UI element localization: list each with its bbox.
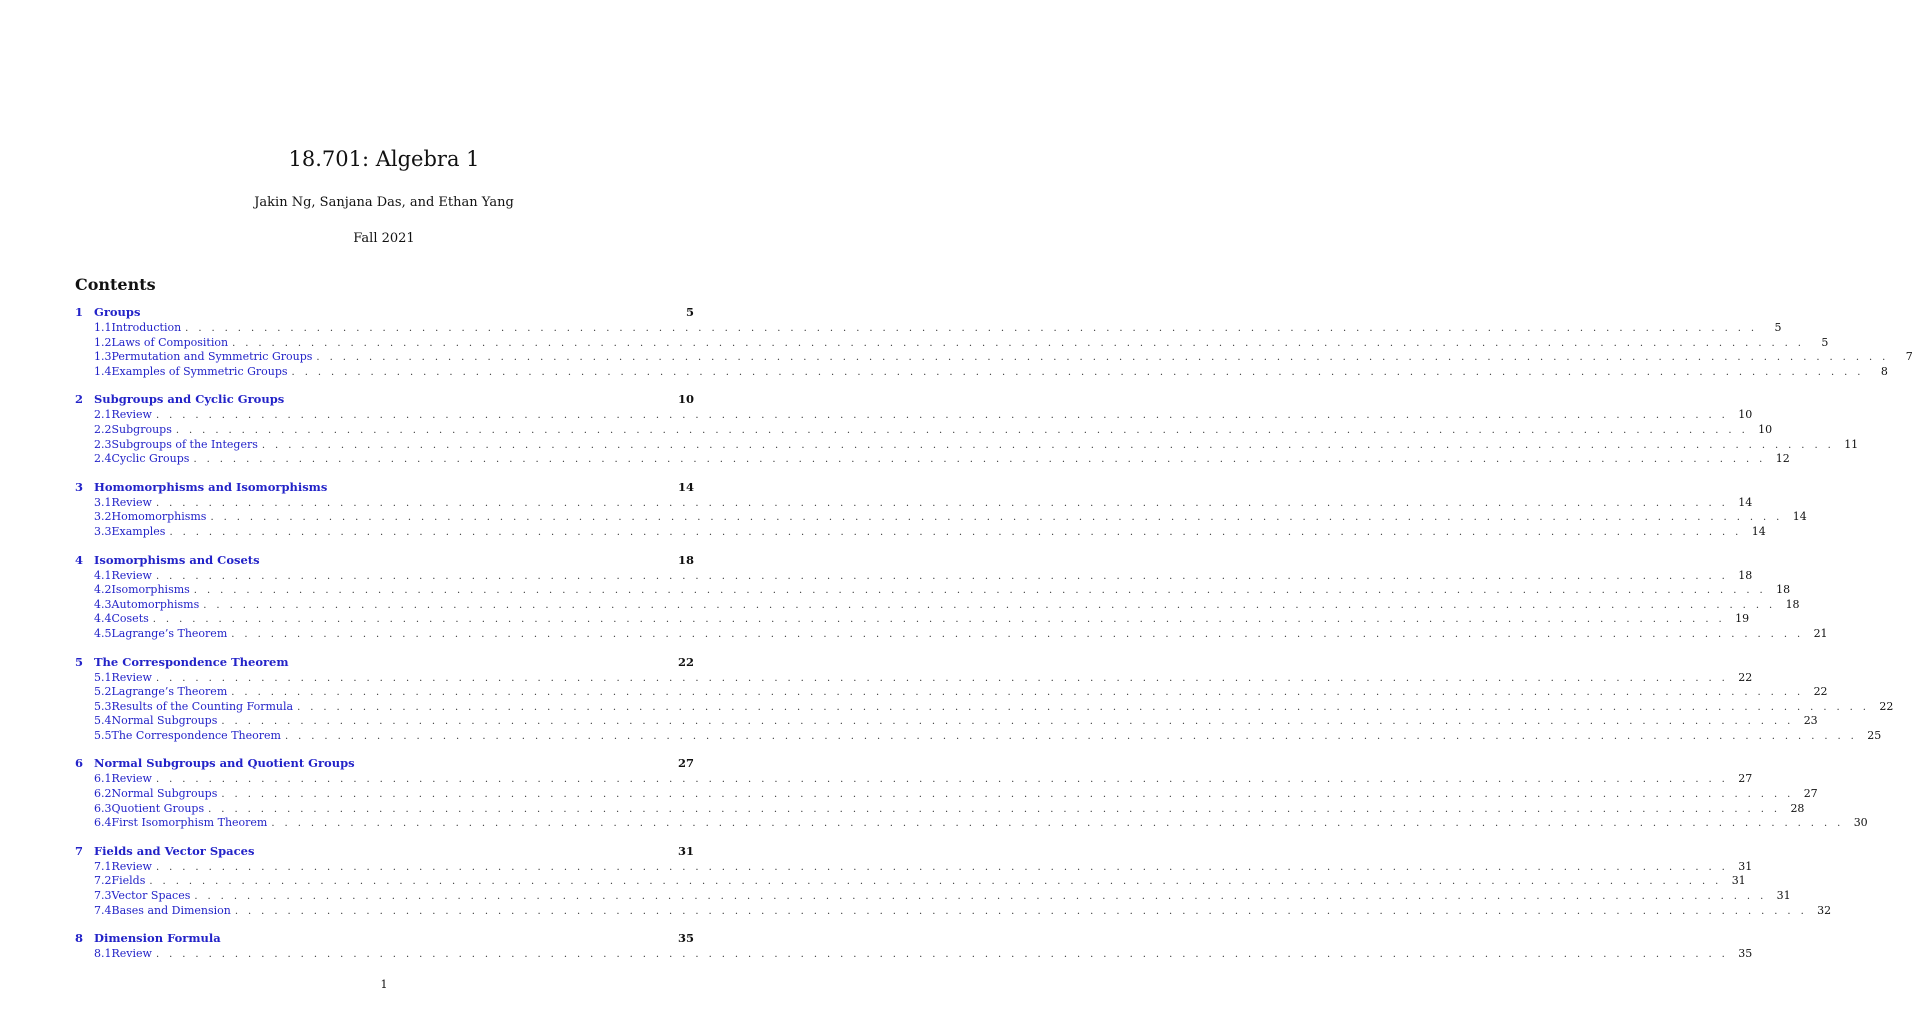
toc-subsection-entry[interactable] (75, 452, 1790, 467)
toc-section-title-link[interactable]: Subgroups and Cyclic Groups (94, 392, 285, 407)
toc-subsection-number[interactable]: 2.4 (94, 452, 112, 466)
toc-subsection-number[interactable]: 7.4 (94, 903, 112, 917)
dot-leader: . . . . . . . . . . . . . . . . . . . . . . . . . . . . . . . . . . . . . . . . . . . . . . . . . . . . . . . . . . . . . . . . . . . . . . . . . . . . . . . . . . . . . . . . . . . . . . . . . . . . . . . . . . . . . . . . . . . . . . . . (185, 323, 1758, 334)
toc-subsection-entry[interactable] (75, 670, 1753, 686)
toc-subsection-number[interactable]: 1.4 (94, 364, 112, 378)
dot-leader: . . . . . . . . . . . . . . . . . . . . . . . . . . . . . . . . . . . . . . . . . . . . . . . . . . . . . . . . . . . . . . . . . . . . . . . . . . . . . . . . . . . . . . . . . . . . . . . . . . . . . . . . . . . . . . . . . . . . . . . . (155, 774, 1729, 786)
toc-subsection-title-link[interactable]: Laws of Composition (111, 335, 229, 349)
document-authors: Jakin Ng, Sanjana Das, and Ethan Yang (254, 195, 514, 210)
toc-subsection-number[interactable]: 7.3 (94, 889, 112, 903)
toc-subsection-title-link[interactable]: Review (111, 670, 152, 684)
toc-page-number: 19 (1735, 612, 1750, 626)
toc-section-title-link[interactable]: Dimension Formula (94, 931, 221, 946)
toc-page-number: 18 (677, 552, 694, 567)
toc-section-title-link[interactable]: Homomorphisms and Isomorphisms (94, 479, 328, 494)
toc-subsection-number[interactable]: 1.1 (94, 321, 112, 334)
toc-subsection-title-link[interactable]: Automorphisms (111, 597, 200, 611)
toc-subsection-entry[interactable] (75, 787, 1818, 802)
toc-subsection-entry[interactable] (75, 510, 1807, 525)
toc-page-number: 22 (1813, 685, 1828, 699)
toc-section-number[interactable]: 7 (75, 843, 84, 858)
dot-leader: . . . . . . . . . . . . . . . . . . . . . . . . . . . . . . . . . . . . . . . . . . . . . . . . . . . . . . . . . . . . . . . . . . . . . . . . . . . . . . . . . . . . . . . . . . . . . . . . . . . . . . . . . . . . . . . . . . . . . . . . (149, 876, 1722, 888)
document-title: 18.701: Algebra 1 (288, 147, 480, 171)
toc-subsection-entry[interactable] (75, 321, 1782, 336)
toc-subsection-number[interactable]: 6.3 (94, 801, 112, 815)
toc-page-number: 22 (677, 654, 694, 669)
dot-leader: . . . . . . . . . . . . . . . . . . . . . . . . . . . . . . . . . . . . . . . . . . . . . . . . . . . . . . . . . . . . . . . . . . . . . . . . . . . . . . . . . . . . . . . . . . . . . . . . . . . . . . . . . . . . . . . . . . . . . . . . (155, 410, 1729, 422)
toc-subsection-entry[interactable] (75, 364, 1888, 380)
toc-subsection-entry[interactable] (75, 612, 1750, 627)
toc-page-number: 35 (1738, 947, 1753, 961)
toc-subsection-entry[interactable] (75, 714, 1818, 729)
toc-subsection-entry[interactable] (75, 874, 1746, 889)
dot-leader: . . . . . . . . . . . . . . . . . . . . . . . . . . . . . . . . . . . . . . . . . . . . . . . . . . . . . . . . . . . . . . . . . . . . . . . . . . . . . . . . . . . . . . . . . . . . . . . . . . . . . . . . . . . . . . . . . . . . . . . . (203, 599, 1776, 611)
toc-subsection-entry[interactable] (75, 408, 1753, 423)
toc-section (75, 479, 1807, 540)
dot-leader: . . . . . . . . . . . . . . . . . . . . . . . . . . . . . . . . . . . . . . . . . . . . . . . . . . . . . . . . . . . . . . . . . . . . . . . . . . . . . . . . . . . . . . . . . . . . . . . . . . . . . . . . . . . . . . . . . . . . . . . . (234, 905, 1808, 917)
toc-page-number: 22 (1879, 699, 1894, 713)
toc-subsection-entry[interactable] (75, 947, 1753, 962)
toc-subsection-title-link[interactable]: Review (111, 859, 152, 873)
toc-subsection-number[interactable]: 5.3 (94, 699, 112, 713)
toc-subsection-title-link[interactable]: Permutation and Symmetric Groups (111, 350, 313, 364)
toc-section-entry[interactable] (75, 843, 694, 860)
toc-section-title-link[interactable]: Fields and Vector Spaces (94, 843, 255, 858)
toc-subsection-number[interactable]: 5.4 (94, 714, 112, 728)
toc-section-number[interactable]: 2 (75, 392, 84, 407)
toc-subsection-number[interactable]: 1.2 (94, 335, 112, 349)
toc-page-number: 10 (1738, 408, 1753, 422)
toc-subsection-number[interactable]: 5.2 (94, 685, 112, 699)
toc-page-number: 5 (1821, 335, 1829, 349)
toc-section-number[interactable]: 8 (75, 931, 84, 946)
toc-section-title-link[interactable]: Groups (94, 305, 141, 319)
toc-subsection-entry[interactable] (75, 859, 1753, 875)
dot-leader: . . . . . . . . . . . . . . . . . . . . . . . . . . . . . . . . . . . . . . . . . . . . . . . . . . . . . . . . . . . . . . . . . . . . . . . . . . . . . . . . . . . . . . . . . . . . . . . . . . . . . . . . . . . . . . . . . . . . . . . . (155, 949, 1729, 961)
toc-subsection-number[interactable]: 5.1 (94, 670, 112, 684)
toc-subsection-entry[interactable] (75, 437, 1859, 453)
toc-page-number: 5 (1774, 321, 1782, 334)
dot-leader: . . . . . . . . . . . . . . . . . . . . . . . . . . . . . . . . . . . . . . . . . . . . . . . . . . . . . . . . . . . . . . . . . . . . . . . . . . . . . . . . . . . . . . . . . . . . . . . . . . . . . . . . . . . . . . . . . . . . . . . . (231, 628, 1804, 640)
dot-leader: . . . . . . . . . . . . . . . . . . . . . . . . . . . . . . . . . . . . . . . . . . . . . . . . . . . . . . . . . . . . . . . . . . . . . . . . . . . . . . . . . . . . . . . . . . . . . . . . . . . . . . . . . . . . . . . . . . . . . . . . (231, 687, 1804, 699)
toc-page-number: 18 (1738, 568, 1753, 582)
toc-section (75, 391, 1859, 466)
toc-page-number: 23 (1803, 714, 1818, 728)
dot-leader: . . . . . . . . . . . . . . . . . . . . . . . . . . . . . . . . . . . . . . . . . . . . . . . . . . . . . . . . . . . . . . . . . . . . . . . . . . . . . . . . . . . . . . . . . . . . . . . . . . . . . . . . . . . . . . . . . . . . . . . . (169, 526, 1742, 538)
dot-leader: . . . . . . . . . . . . . . . . . . . . . . . . . . . . . . . . . . . . . . . . . . . . . . . . . . . . . . . . . . . . . . . . . . . . . . . . . . . . . . . . . . . . . . . . . . . . . . . . . . . . . . . . . . . . . . . . . . . . . . . . (193, 585, 1767, 597)
toc-subsection-number[interactable]: 7.1 (94, 859, 112, 873)
toc-page-number: 12 (1775, 452, 1790, 466)
toc-subsection-title-link[interactable]: Homomorphisms (111, 510, 207, 524)
toc-subsection-entry[interactable] (75, 889, 1791, 904)
toc-page-number: 28 (1790, 801, 1805, 815)
toc-page-number: 27 (677, 756, 694, 771)
toc-subsection-entry[interactable] (75, 801, 1805, 817)
toc-subsection-entry[interactable] (75, 728, 1882, 744)
toc-subsection-number[interactable]: 4.3 (94, 597, 112, 611)
toc-subsection-title-link[interactable]: Vector Spaces (111, 889, 191, 903)
dot-leader: . . . . . . . . . . . . . . . . . . . . . . . . . . . . . . . . . . . . . . . . . . . . . . . . . . . . . . . . . . . . . . . . . . . . . . . . . . . . . . . . . . . . . . . . . . . . . . . . . . . . . . . . . . . . . . . . . . . . . . . . (271, 818, 1844, 830)
dot-leader: . . . . . . . . . . . . . . . . . . . . . . . . . . . . . . . . . . . . . . . . . . . . . . . . . . . . . . . . . . . . . . . . . . . . . . . . . . . . . . . . . . . . . . . . . . . . . . . . . . . . . . . . . . . . . . . . . . . . . . . . (291, 366, 1864, 378)
toc-subsection-number[interactable]: 4.2 (94, 583, 112, 597)
toc-section-title-link[interactable]: The Correspondence Theorem (94, 654, 289, 669)
toc-subsection-entry[interactable] (75, 816, 1868, 831)
toc-subsection-title-link[interactable]: Bases and Dimension (111, 903, 231, 917)
toc-subsection-title-link[interactable]: Cosets (111, 612, 149, 626)
toc-subsection-title-link[interactable]: Fields (111, 874, 146, 888)
dot-leader: . . . . . . . . . . . . . . . . . . . . . . . . . . . . . . . . . . . . . . . . . . . . . . . . . . . . . . . . . . . . . . . . . . . . . . . . . . . . . . . . . . . . . . . . . . . . . . . . . . . . . . . . . . . . . . . . . . . . . . . . (193, 454, 1766, 466)
toc-subsection-number[interactable]: 4.1 (94, 568, 112, 582)
page-number: 1 (380, 978, 388, 991)
toc-page-number: 21 (1813, 626, 1828, 640)
toc-subsection-number[interactable]: 6.2 (94, 787, 112, 801)
toc-subsection-number[interactable]: 4.5 (94, 626, 112, 640)
dot-leader: . . . . . . . . . . . . . . . . . . . . . . . . . . . . . . . . . . . . . . . . . . . . . . . . . . . . . . . . . . . . . . . . . . . . . . . . . . . . . . . . . . . . . . . . . . . . . . . . . . . . . . . . . . . . . . . . . . . . . . . . (194, 891, 1767, 903)
dot-leader: . . . . . . . . . . . . . . . . . . . . . . . . . . . . . . . . . . . . . . . . . . . . . . . . . . . . . . . . . . . . . . . . . . . . . . . . . . . . . . . . . . . . . . . . . . . . . . . . . . . . . . . . . . . . . . . . . . . . . . . . (155, 672, 1729, 684)
toc-subsection-number[interactable]: 8.1 (94, 947, 112, 961)
toc-page-number: 7 (1905, 350, 1913, 364)
toc-section (75, 552, 1828, 642)
toc-subsection-title-link[interactable]: Examples of Symmetric Groups (111, 364, 288, 378)
toc-subsection-number[interactable]: 4.4 (94, 612, 112, 626)
toc-page-number: 32 (1817, 903, 1832, 917)
toc-subsection-title-link[interactable]: The Correspondence Theorem (111, 728, 281, 742)
toc-section-number[interactable]: 3 (75, 479, 84, 494)
toc-section (75, 843, 1832, 918)
toc-subsection-title-link[interactable]: Quotient Groups (111, 801, 205, 815)
toc-section-title-link[interactable]: Isomorphisms and Cosets (94, 552, 260, 567)
toc-subsection-number[interactable]: 2.1 (94, 408, 112, 422)
toc-subsection-title-link[interactable]: Review (111, 408, 152, 422)
toc-page-number: 5 (685, 305, 694, 319)
toc-section-title-link[interactable]: Normal Subgroups and Quotient Groups (94, 756, 355, 771)
document-date: Fall 2021 (353, 231, 415, 246)
toc-page-number: 31 (677, 843, 694, 858)
toc-subsection-number[interactable]: 1.3 (94, 350, 112, 364)
toc-page-number: 10 (677, 392, 694, 407)
toc-subsection-entry[interactable] (75, 626, 1828, 642)
table-of-contents (75, 304, 1913, 974)
toc-page-number: 25 (1867, 728, 1882, 742)
toc-section-entry[interactable] (75, 755, 694, 772)
toc-subsection-title-link[interactable]: First Isomorphism Theorem (111, 816, 268, 830)
toc-subsection-entry[interactable] (75, 699, 1894, 715)
toc-page-number: 35 (677, 931, 694, 946)
toc-page-number: 14 (1792, 510, 1807, 524)
toc-section-number[interactable]: 6 (75, 756, 84, 771)
toc-subsection-number[interactable]: 3.1 (94, 495, 112, 509)
dot-leader: . . . . . . . . . . . . . . . . . . . . . . . . . . . . . . . . . . . . . . . . . . . . . . . . . . . . . . . . . . . . . . . . . . . . . . . . . . . . . . . . . . . . . . . . . . . . . . . . . . . . . . . . . . . . . . . . . . . . . . . . (284, 730, 1858, 742)
toc-subsection-number[interactable]: 2.3 (94, 437, 112, 451)
toc-page-number: 14 (677, 479, 694, 494)
toc-section-entry[interactable] (75, 552, 694, 569)
toc-subsection-number[interactable]: 6.4 (94, 816, 112, 830)
toc-page-number: 8 (1880, 364, 1888, 378)
toc-subsection-number[interactable]: 5.5 (94, 728, 112, 742)
toc-page-number: 11 (1844, 437, 1859, 451)
toc-subsection-entry[interactable] (75, 524, 1766, 540)
toc-subsection-title-link[interactable]: Results of the Counting Formula (111, 699, 294, 713)
toc-subsection-number[interactable]: 6.1 (94, 772, 112, 786)
dot-leader: . . . . . . . . . . . . . . . . . . . . . . . . . . . . . . . . . . . . . . . . . . . . . . . . . . . . . . . . . . . . . . . . . . . . . . . . . . . . . . . . . . . . . . . . . . . . . . . . . . . . . . . . . . . . . . . . . . . . . . . . (221, 716, 1794, 728)
toc-subsection-title-link[interactable]: Review (111, 947, 152, 961)
toc-subsection-number[interactable]: 3.2 (94, 510, 112, 524)
toc-subsection-title-link[interactable]: Normal Subgroups (111, 714, 218, 728)
toc-subsection-title-link[interactable]: Lagrange’s Theorem (111, 626, 228, 640)
toc-subsection-title-link[interactable]: Lagrange’s Theorem (111, 685, 228, 699)
dot-leader: . . . . . . . . . . . . . . . . . . . . . . . . . . . . . . . . . . . . . . . . . . . . . . . . . . . . . . . . . . . . . . . . . . . . . . . . . . . . . . . . . . . . . . . . . . . . . . . . . . . . . . . . . . . . . . . . . . . . . . . . (210, 512, 1783, 524)
toc-subsection-title-link[interactable]: Examples (111, 524, 166, 538)
toc-subsection-number[interactable]: 7.2 (94, 874, 112, 888)
toc-page-number: 14 (1751, 524, 1766, 538)
toc-subsection-entry[interactable] (75, 568, 1753, 584)
toc-subsection-number[interactable]: 2.2 (94, 422, 112, 436)
toc-subsection-entry[interactable] (75, 583, 1791, 598)
toc-subsection-entry[interactable] (75, 685, 1828, 700)
dot-leader: . . . . . . . . . . . . . . . . . . . . . . . . . . . . . . . . . . . . . . . . . . . . . . . . . . . . . . . . . . . . . . . . . . . . . . . . . . . . . . . . . . . . . . . . . . . . . . . . . . . . . . . . . . . . . . . . . . . . . . . . (152, 614, 1726, 626)
toc-section-number[interactable]: 4 (75, 552, 84, 567)
toc-subsection-title-link[interactable]: Subgroups (111, 422, 172, 436)
toc-subsection-entry[interactable] (75, 597, 1800, 613)
toc-page-number: 14 (1738, 495, 1753, 509)
toc-subsection-title-link[interactable]: Isomorphisms (111, 583, 190, 597)
toc-subsection-entry[interactable] (75, 350, 1913, 365)
toc-section-entry[interactable] (75, 479, 694, 496)
toc-page-number: 31 (1731, 874, 1746, 888)
dot-leader: . . . . . . . . . . . . . . . . . . . . . . . . . . . . . . . . . . . . . . . . . . . . . . . . . . . . . . . . . . . . . . . . . . . . . . . . . . . . . . . . . . . . . . . . . . . . . . . . . . . . . . . . . . . . . . . . . . . . . . . . (155, 570, 1729, 582)
toc-page-number: 10 (1758, 422, 1773, 436)
toc-section-entry[interactable] (75, 930, 694, 947)
toc-subsection-entry[interactable] (75, 335, 1829, 351)
dot-leader: . . . . . . . . . . . . . . . . . . . . . . . . . . . . . . . . . . . . . . . . . . . . . . . . . . . . . . . . . . . . . . . . . . . . . . . . . . . . . . . . . . . . . . . . . . . . . . . . . . . . . . . . . . . . . . . . . . . . . . . . (221, 789, 1794, 801)
toc-page-number: 27 (1738, 772, 1753, 786)
toc-page-number: 27 (1803, 787, 1818, 801)
toc-page-number: 18 (1785, 597, 1800, 611)
toc-subsection-entry[interactable] (75, 495, 1753, 511)
toc-section-number[interactable]: 5 (75, 654, 84, 669)
toc-subsection-title-link[interactable]: Introduction (111, 321, 182, 334)
toc-section (75, 304, 1913, 379)
toc-subsection-title-link[interactable]: Review (111, 495, 152, 509)
dot-leader: . . . . . . . . . . . . . . . . . . . . . . . . . . . . . . . . . . . . . . . . . . . . . . . . . . . . . . . . . . . . . . . . . . . . . . . . . . . . . . . . . . . . . . . . . . . . . . . . . . . . . . . . . . . . . . . . . . . . . . . . (316, 352, 1889, 364)
toc-subsection-number[interactable]: 3.3 (94, 524, 112, 538)
toc-subsection-entry[interactable] (75, 903, 1832, 919)
toc-section (75, 755, 1868, 830)
dot-leader: . . . . . . . . . . . . . . . . . . . . . . . . . . . . . . . . . . . . . . . . . . . . . . . . . . . . . . . . . . . . . . . . . . . . . . . . . . . . . . . . . . . . . . . . . . . . . . . . . . . . . . . . . . . . . . . . . . . . . . . . (208, 803, 1781, 815)
dot-leader: . . . . . . . . . . . . . . . . . . . . . . . . . . . . . . . . . . . . . . . . . . . . . . . . . . . . . . . . . . . . . . . . . . . . . . . . . . . . . . . . . . . . . . . . . . . . . . . . . . . . . . . . . . . . . . . . . . . . . . . . (155, 861, 1729, 873)
toc-subsection-entry[interactable] (75, 772, 1753, 787)
toc-subsection-title-link[interactable]: Normal Subgroups (111, 787, 218, 801)
dot-leader: . . . . . . . . . . . . . . . . . . . . . . . . . . . . . . . . . . . . . . . . . . . . . . . . . . . . . . . . . . . . . . . . . . . . . . . . . . . . . . . . . . . . . . . . . . . . . . . . . . . . . . . . . . . . . . . . . . . . . . . . (175, 424, 1749, 436)
toc-page-number: 30 (1853, 816, 1868, 830)
toc-subsection-title-link[interactable]: Subgroups of the Integers (111, 437, 258, 451)
toc-page-number: 31 (1776, 889, 1791, 903)
toc-page-number: 18 (1776, 583, 1791, 597)
toc-section (75, 930, 1753, 962)
toc-section (75, 654, 1894, 744)
dot-leader: . . . . . . . . . . . . . . . . . . . . . . . . . . . . . . . . . . . . . . . . . . . . . . . . . . . . . . . . . . . . . . . . . . . . . . . . . . . . . . . . . . . . . . . . . . . . . . . . . . . . . . . . . . . . . . . . . . . . . . . . (297, 701, 1870, 713)
toc-subsection-entry[interactable] (75, 422, 1773, 438)
toc-section-number[interactable]: 1 (75, 305, 84, 319)
dot-leader: . . . . . . . . . . . . . . . . . . . . . . . . . . . . . . . . . . . . . . . . . . . . . . . . . . . . . . . . . . . . . . . . . . . . . . . . . . . . . . . . . . . . . . . . . . . . . . . . . . . . . . . . . . . . . . . . . . . . . . . . (155, 497, 1729, 509)
toc-subsection-title-link[interactable]: Review (111, 568, 152, 582)
contents-heading: Contents (75, 275, 156, 294)
toc-section-entry[interactable] (75, 654, 694, 671)
toc-section-entry[interactable] (75, 304, 694, 321)
toc-subsection-title-link[interactable]: Review (111, 772, 152, 786)
toc-page-number: 31 (1738, 859, 1753, 873)
toc-page-number: 22 (1738, 670, 1753, 684)
dot-leader: . . . . . . . . . . . . . . . . . . . . . . . . . . . . . . . . . . . . . . . . . . . . . . . . . . . . . . . . . . . . . . . . . . . . . . . . . . . . . . . . . . . . . . . . . . . . . . . . . . . . . . . . . . . . . . . . . . . . . . . . (261, 439, 1835, 451)
toc-section-entry[interactable] (75, 391, 694, 408)
toc-subsection-title-link[interactable]: Cyclic Groups (111, 452, 190, 466)
dot-leader: . . . . . . . . . . . . . . . . . . . . . . . . . . . . . . . . . . . . . . . . . . . . . . . . . . . . . . . . . . . . . . . . . . . . . . . . . . . . . . . . . . . . . . . . . . . . . . . . . . . . . . . . . . . . . . . . . . . . . . . . (232, 337, 1805, 349)
